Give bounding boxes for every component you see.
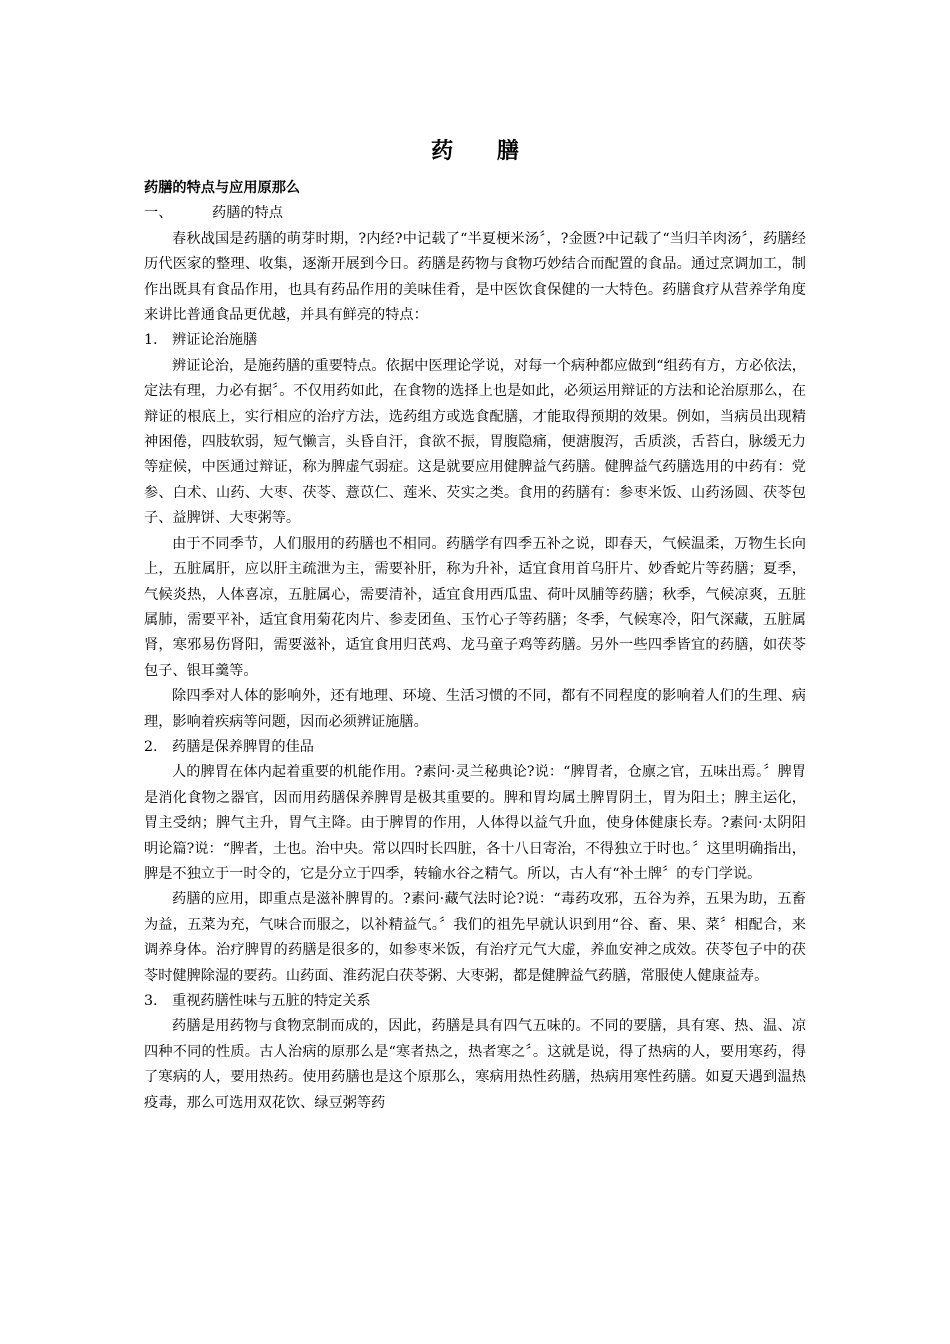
paragraph: 由于不同季节，人们服用的药膳也不相同。药膳学有四季五补之说，即春天，气候温柔，万物生长向上，五脏属肝，应以肝主疏泄为主，需要补肝，称为升补，适宜食用首乌肝片、妙香蛇片等药膳；夏季，气候炎热，人体喜凉，五脏属心，需要清补，适宜食用西瓜盅、荷叶凤脯等药膳；秋季，气候凉爽，五脏属肺，需要平补，适宜食用菊花肉片、参麦团鱼、玉竹心子等药膳；冬季，气候寒冷，阳气深藏，五脏属肾，寒邪易伤肾阳，需要滋补，适宜食用归芪鸡、龙马童子鸡等药膳。另外一些四季皆宜的药膳，如茯苓包子、银耳羹等。 [144, 535, 806, 679]
document-subtitle: 药膳的特点与应用原那么 [144, 180, 301, 196]
item-heading-2 [144, 735, 806, 760]
document-title: 药 膳 [431, 138, 537, 164]
paragraph: 人的脾胃在体内起着重要的机能作用。?素问·灵兰秘典论?说：“脾胃者，仓廪之官，五味出焉。〞脾胃是消化食物之器官，因而用药膳保养脾胃是极其重要的。脾和胃均属土脾胃阴土，胃为阳土；脾主运化，胃主受纳；脾气主升，胃气主降。由于脾胃的作用，人体得以益气升血，使身体健康长寿。?素问·太阴阳明论篇?说：“脾者，土也。治中央。常以四时长四脏，各十八日寄治，不得独立于时也。〞这里明确指出，脾是不独立于一时令的，它是分立于四季，转输水谷之精气。所以，古人有“补土牌〞的专门学说。 [144, 764, 806, 882]
item-label: 辨证论治施膳 [172, 332, 258, 349]
section-heading [144, 201, 806, 226]
item-number: 3. [144, 993, 158, 1009]
intro-paragraph: 春秋战国是药膳的萌芽时期，?内经?中记载了“半夏梗米汤〞，?金匮?中记载了“当归羊肉汤〞，药膳经历代医家的整理、收集，逐渐开展到今日。药膳是药物与食物巧妙结合而配置的食品。通过烹调加工，制作出既具有食品作用，也具有药品作用的美味佳肴，是中医饮食保健的一大特色。药膳食疗从营养学角度来讲比普通食品更优越，并具有鲜亮的特点： [144, 230, 806, 324]
item-heading-3 [144, 989, 806, 1014]
item-number: 2. [144, 738, 158, 755]
paragraph: 药膳是用药物与食物烹制而成的，因此，药膳是具有四气五味的。不同的要膳，具有寒、热、温、凉四种不同的性质。古人治病的原那么是“寒者热之，热者寒之〞。这就是说，得了热病的人，要用寒药，得了寒病的人，要用热药。使用药膳也是这个原那么，寒病用热性药膳，热病用寒性药膳。如夏天遇到温热疫毒，那么可选用双花饮、绿豆粥等药 [144, 1018, 806, 1111]
section-label: 药膳的特点 [212, 205, 283, 222]
item-number: 1. [144, 332, 158, 349]
paragraph: 药膳的应用，即重点是滋补脾胃的。?素问·藏气法时论?说：“毒药攻邪，五谷为养，五果为助，五畜为益，五菜为充，气味合而服之，以补精益气。〞我们的祖先早就认识到用“谷、畜、果、菜〞相配合，来调养身体。治疗脾胃的药膳是很多的，如参枣米饭，有治疗元气大虚，养血安神之成效。茯苓包子中的茯苓时健脾除湿的要药。山药面、淮药泥白茯苓粥、大枣粥，都是健脾益气药膳，常服使人健康益寿。 [144, 891, 806, 984]
item-label: 重视药膳性味与五脏的特定关系 [172, 993, 371, 1009]
paragraph: 除四季对人体的影响外，还有地理、环境、生活习惯的不同，都有不同程度的影响着人们的生理、病理，影响着疾病等问题，因而必须辨证施膳。 [144, 688, 806, 730]
item-label: 药膳是保养脾胃的佳品 [172, 738, 314, 755]
section-number: 一、 [144, 205, 173, 222]
item-heading-1 [144, 328, 806, 353]
document-body [144, 176, 806, 1116]
paragraph: 辨证论治，是施药膳的重要特点。依据中医理论学说，对每一个病种都应做到“组药有方，方必依法，定法有理，力必有据〞。不仅用药如此，在食物的选择上也是如此，必须运用辩证的方法和论治原那么，在辩证的根底上，实行相应的治疗方法，选药组方或选食配膳，才能取得预期的效果。例如，当病员出现精神困倦，四肢软弱，短气懒言，头昏自汗，食欲不振，胃腹隐痛，便溏腹泻，舌质淡，舌苔白，脉缓无力等症候，中医通过辩证，称为脾虚气弱症。这是就要应用健脾益气药膳。健脾益气药膳选用的中药有：党参、白术、山药、大枣、茯苓、薏苡仁、莲米、芡实之类。食用的药膳有：参枣米饭、山药汤圆、茯苓包子、益脾饼、大枣粥等。 [144, 357, 806, 527]
